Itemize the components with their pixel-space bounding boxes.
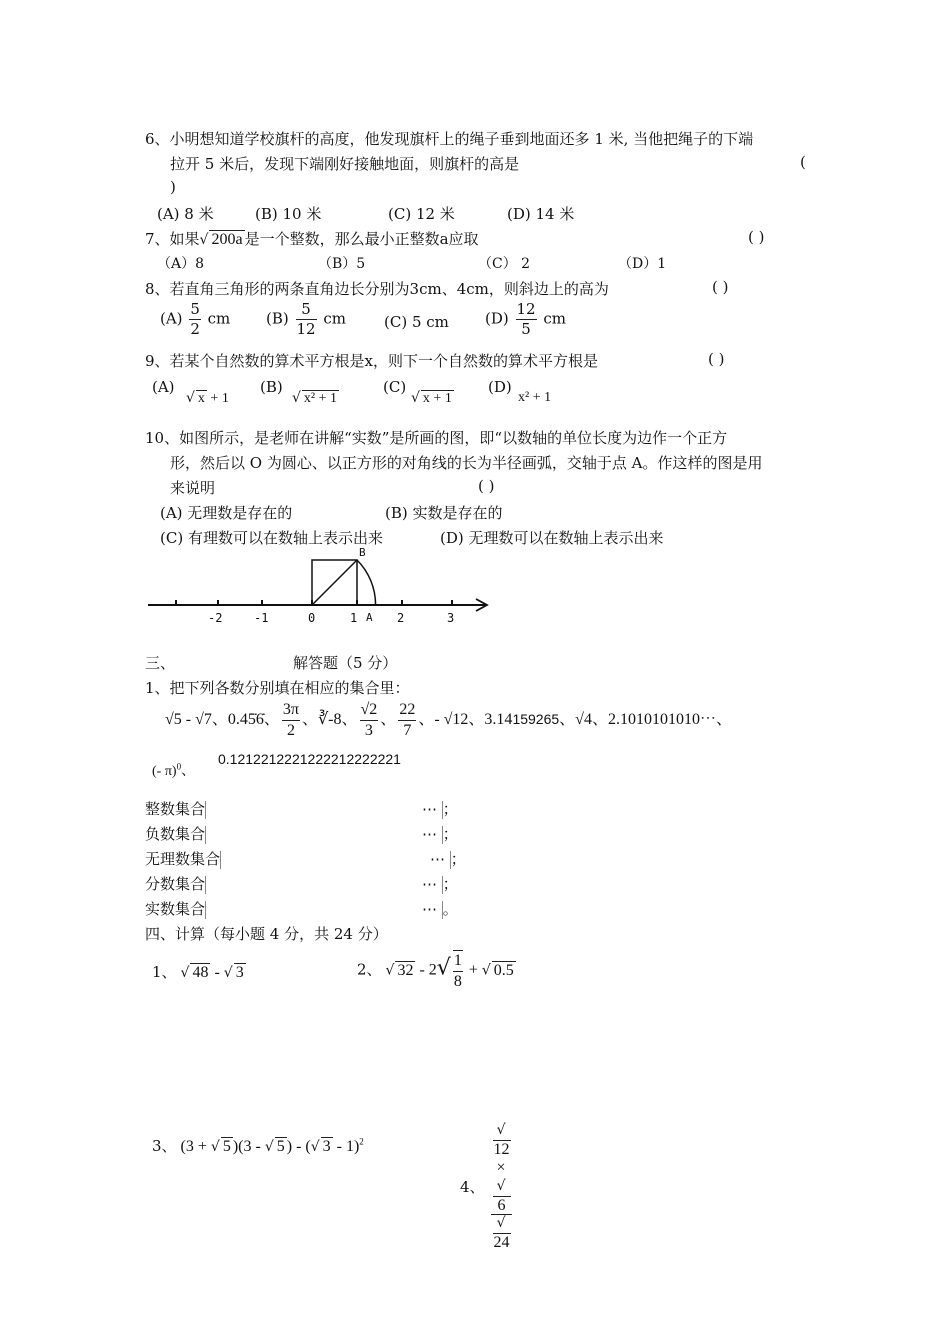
q9-option-a: √ x + 1: [186, 390, 229, 406]
q9-option-b: √ x² + 1: [292, 390, 338, 406]
q9-stem: 9、若某个自然数的算术平方根是x，则下一个自然数的算术平方根是: [145, 352, 599, 370]
q8-a-fraction: $\frac{5}{2}$: [190, 300, 200, 338]
set-integer-end: ⋯ ；: [422, 800, 458, 818]
q7-stem: 7、如果√ 200a 是一个整数，那么最小正整数a应取: [145, 230, 479, 248]
q10-option-b: (B) 实数是存在的: [385, 504, 503, 522]
label-2: 2: [397, 611, 405, 625]
label-point-a: A: [366, 611, 373, 624]
q8-option-b: (B) $\frac{5}{12}$ cm: [266, 300, 347, 338]
q6-line1: 6、小明想知道学校旗杆的高度，他发现旗杆上的绳子垂到地面还多 1 米, 当他把绳子的下端: [145, 130, 754, 148]
q6-option-d: (D) 14 米: [507, 205, 575, 223]
set-real-end: ⋯ 。: [422, 900, 458, 918]
q7-option-c: （C） 2: [478, 256, 531, 272]
label-neg1: -1: [254, 611, 269, 625]
set-negative-end: ⋯ ；: [422, 825, 458, 843]
q9-option-c: √ x + 1: [411, 390, 452, 406]
q10-option-c: (C) 有理数可以在数轴上表示出来: [160, 529, 383, 547]
q7-prefix: 7、如果: [145, 230, 200, 248]
set-integer: 整数集合: [145, 800, 206, 818]
q9-option-a-label: (A): [152, 378, 175, 396]
label-point-b: B: [359, 546, 366, 559]
q7-option-a: （A）8: [157, 256, 205, 272]
q10-line2: 形，然后以 O 为圆心、以正方形的对角线的长为半径画弧，交轴于点 A。作这样的图是用: [170, 454, 763, 472]
set-negative: 负数集合: [145, 825, 206, 843]
q8-option-d: (D) $\frac{12}{5}$ cm: [485, 300, 567, 338]
q9-option-d: x² + 1: [518, 390, 552, 405]
arc: [357, 560, 376, 605]
q7-radicand: 200a: [211, 231, 243, 248]
q7-suffix: 是一个整数，那么最小正整数a应取: [244, 230, 479, 248]
q8-option-c: (C) 5 cm: [384, 313, 449, 331]
q10-option-a: (A) 无理数是存在的: [160, 504, 293, 522]
q7-option-d: （D）1: [618, 256, 667, 272]
q6-option-b: (B) 10 米: [255, 205, 322, 223]
frac-22-7: $\frac{22}{7}$: [399, 701, 416, 739]
q9-option-b-label: (B): [260, 378, 283, 396]
q7-paren: ( ): [748, 228, 765, 246]
section3-title: 解答题（5 分）: [293, 654, 398, 672]
set-real: 实数集合: [145, 900, 206, 918]
label-0: 0: [308, 611, 316, 625]
q10-paren: ( ): [478, 477, 495, 495]
q8-d-fraction: $\frac{12}{5}$: [516, 300, 536, 338]
q9-option-d-label: (D): [488, 378, 512, 396]
set-fraction-end: ⋯ ；: [422, 875, 458, 893]
section4-title: 四、计算（每小题 4 分，共 24 分）: [145, 925, 388, 943]
q8-option-a: (A) $\frac{5}{2}$ cm: [160, 300, 231, 338]
p4-fraction: √ 12 × √ 6 √ 24: [491, 1122, 512, 1251]
label-1: 1: [350, 611, 358, 625]
q8-b-fraction: $\frac{5}{12}$: [296, 300, 316, 338]
q7-option-b: （B）5: [318, 256, 366, 272]
label-3: 3: [447, 611, 455, 625]
q8-stem: 8、若直角三角形的两条直角边长分别为3cm、4cm，则斜边上的高为: [145, 280, 609, 298]
diagonal: [312, 560, 357, 605]
number-list-line1: √5 - √7、0.45̇6̇、 $\frac{3\pi}{2}$ 、∛-8、 $\frac{√2}{3}$ 、 $\frac{22}{7}$ 、- √12、3.14159265、√4、2.1010101010⋯、: [165, 701, 732, 739]
q6-option-a: (A) 8 米: [157, 205, 214, 223]
frac-3pi-2: $\frac{3\pi}{2}$: [282, 701, 299, 739]
label-neg2: -2: [208, 611, 223, 625]
q9-option-c-label: (C): [383, 378, 407, 396]
section3-number: 三、: [145, 654, 176, 672]
set-irrational: 无理数集合: [145, 850, 221, 868]
number-list-repeating: 0.1212212221222212222221: [218, 751, 401, 767]
q8-paren: ( ): [712, 278, 729, 296]
set-fraction: 分数集合: [145, 875, 206, 893]
section3-q1: 1、把下列各数分别填在相应的集合里：: [145, 679, 410, 697]
q10-option-d: (D) 无理数可以在数轴上表示出来: [440, 529, 664, 547]
q10-line3: 来说明: [170, 479, 216, 497]
calc-problem-2: 2、 √ 32 - 2√ $\frac{1}{8}$ + √ 0.5: [357, 952, 514, 990]
q6-line2: 拉开 5 米后，发现下端刚好接触地面，则旗杆的高是: [170, 155, 520, 173]
q6-paren-close: ): [170, 178, 176, 196]
calc-problem-3: 3、 (3 + √ 5 )(3 - √ 5 ) - (√ 3 - 1)$^2$: [152, 1136, 364, 1155]
calc-problem-1: 1、 √ 48 - √ 3: [152, 963, 244, 981]
q6-option-c: (C) 12 米: [388, 205, 455, 223]
q9-paren: ( ): [708, 350, 725, 368]
set-irrational-end: ⋯ ；: [430, 850, 466, 868]
q10-line1: 10、如图所示，是老师在讲解“实数”是所画的图，即“以数轴的单位长度为边作一个正方: [145, 429, 728, 447]
number-list-line2: (- π)$^0$、: [152, 761, 196, 779]
frac-root2-3: $\frac{√2}{3}$: [360, 701, 378, 739]
number-line-figure: [140, 543, 500, 633]
q6-paren-open: (: [800, 153, 806, 171]
calc-problem-4: 4、 √ 12 × √ 6 √ 24: [460, 1122, 510, 1251]
